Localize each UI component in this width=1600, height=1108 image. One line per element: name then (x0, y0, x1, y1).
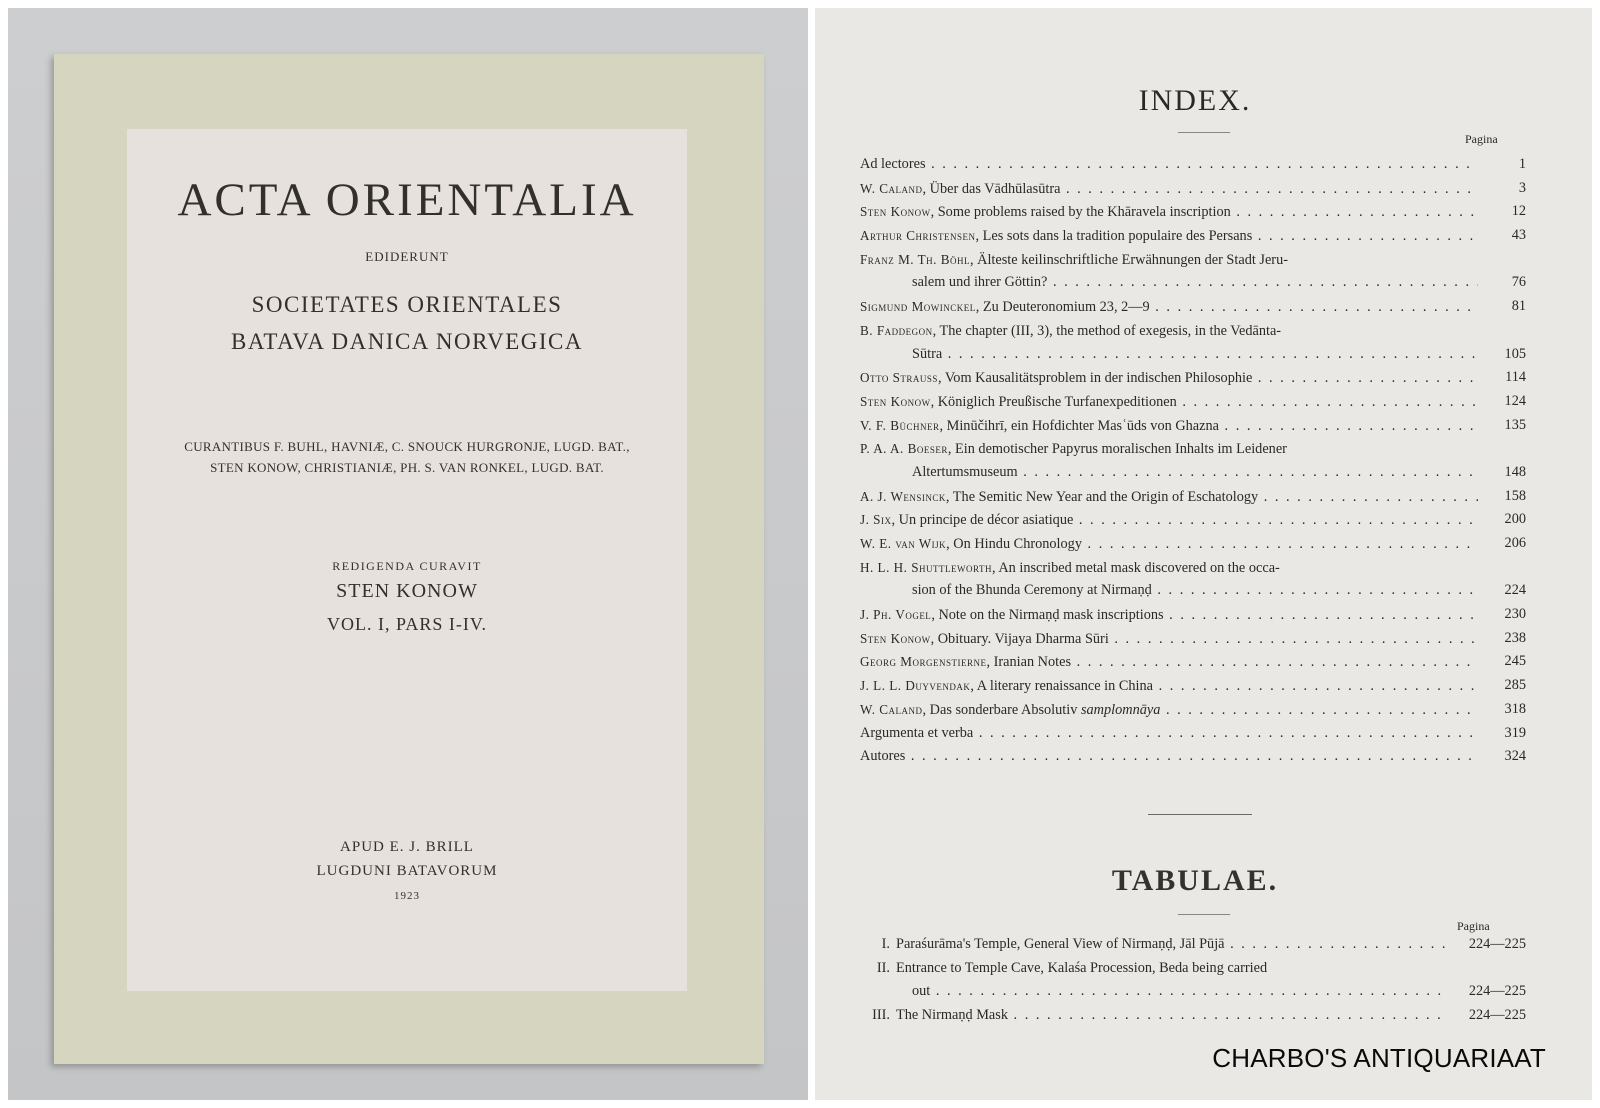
index-entry-author: P. A. A. Boeser (860, 441, 948, 457)
index-entry-text: , Un principe de décor asiatique (891, 512, 1074, 529)
index-entry-title-cont: salem und ihrer Göttin? . . . (912, 271, 1478, 295)
index-entry-page: 12 (1511, 203, 1526, 220)
index-entry (860, 224, 1526, 248)
index-entry-title (860, 366, 1478, 390)
index-entry-author: W. Caland (860, 180, 923, 196)
index-entry-text: , The Semitic New Year and the Origin of Eschatology (945, 488, 1259, 505)
index-entry-title (860, 556, 1478, 580)
index-entry-author: Sten Konow (860, 204, 931, 220)
index-entry-title (860, 224, 1478, 248)
index-entry-author: J. L. L. Duyvendak (860, 678, 971, 694)
index-entry-page: 148 (1504, 463, 1526, 480)
index-entry-page: 1 (1518, 156, 1526, 172)
plates-list (860, 933, 1526, 1028)
cover-curantibus-line2: STEN KONOW, CHRISTIANIÆ, PH. S. VAN RONKEL, LUGD. BAT. (210, 460, 604, 475)
index-entry-page: 158 (1504, 487, 1526, 504)
index-entry-text: , Les sots dans la tradition populaire des Persans (975, 228, 1253, 245)
index-entry-title (860, 200, 1478, 224)
tabulae-heading: TABULAE. (1111, 864, 1279, 897)
cover-societies-line1: SOCIETATES ORIENTALES (251, 292, 563, 317)
index-entry (860, 508, 1526, 532)
cover-ediderunt: EDIDERUNT (365, 249, 449, 264)
cover-photo (8, 8, 808, 1100)
index-entry-continuation (860, 343, 1526, 367)
index-entry-page: 238 (1504, 629, 1526, 646)
cover-societies-line2: BATAVA DANICA NORVEGICA (230, 329, 583, 354)
index-entry-title (860, 414, 1478, 438)
index-entry-title (860, 295, 1478, 319)
index-entry-title (860, 437, 1478, 461)
plate-entry (860, 1004, 1526, 1028)
tabulae-pagina-label: Pagina (1457, 919, 1490, 933)
index-entry-author: Otto Strauss (860, 370, 938, 386)
index-entry-page: 81 (1511, 298, 1526, 315)
index-entry (860, 627, 1526, 651)
index-entry (860, 485, 1526, 509)
index-entry (860, 295, 1526, 319)
index-entry (860, 437, 1526, 461)
index-entry-author: J. Six (860, 512, 892, 528)
plate-title: The Nirmaṇḍ Mask . . . (896, 1004, 1446, 1028)
index-entry-page: 76 (1511, 274, 1526, 291)
index-entry-author: W. Caland (860, 701, 923, 717)
index-pagina-label: Pagina (1465, 132, 1498, 146)
index-entry-title (860, 248, 1478, 272)
cover-publisher-line1: APUD E. J. BRILL (340, 839, 474, 855)
index-entry (860, 532, 1526, 556)
index-entry-author: H. L. H. Shuttleworth (860, 559, 992, 575)
index-entry-title (860, 177, 1478, 201)
index-entry-text: , Minūčihrī, ein Hofdichter Masʿūds von Ghazna (939, 417, 1219, 434)
cover-year: 1923 (394, 890, 420, 902)
index-entry-text: , A literary renaissance in China (970, 678, 1154, 695)
index-entry-title (860, 698, 1478, 722)
cover-title: ACTA ORIENTALIA (177, 174, 637, 226)
index-entry (860, 722, 1526, 746)
index-entry-page: 3 (1518, 179, 1526, 196)
index-entry-text: , On Hindu Chronology (946, 536, 1082, 552)
index-entry-text: , The chapter (III, 3), the method of exegesis, in the Vedānta- (932, 322, 1282, 339)
watermark: CHARBO'S ANTIQUARIAAT (1212, 1043, 1546, 1073)
index-entry-title (860, 722, 1478, 746)
index-entry (860, 603, 1526, 627)
index-entry-author: V. F. Büchner (860, 417, 940, 433)
journal-cover (54, 54, 764, 1064)
index-entry-page: 43 (1511, 227, 1526, 244)
index-entry-text: , Vom Kausalitätsproblem in der indischen Philosophie (937, 370, 1253, 387)
index-entry (860, 650, 1526, 674)
index-entry-title (860, 650, 1478, 674)
index-list (860, 153, 1526, 769)
plate-page: 224—225 (1468, 1007, 1526, 1024)
index-entry (860, 674, 1526, 698)
index-entry-page: 324 (1504, 748, 1526, 765)
index-entry-author: Georg Morgenstierne (860, 654, 987, 670)
plate-number: III. (872, 1007, 890, 1024)
index-entry (860, 200, 1526, 224)
index-entry-page: 319 (1504, 724, 1526, 741)
index-entry (860, 556, 1526, 580)
index-entry-text: Argumenta et verba (860, 724, 974, 741)
index-entry-page: 206 (1504, 535, 1526, 551)
plate-number: I. (881, 936, 890, 952)
plate-entry (860, 957, 1526, 981)
cover-curantibus-line1: CURANTIBUS F. BUHL, HAVNIÆ, C. SNOUCK HURGRONJE, LUGD. BAT., (184, 439, 630, 454)
index-entry-page: 245 (1504, 653, 1526, 670)
index-entry-title (860, 674, 1478, 698)
index-heading: INDEX. (1138, 84, 1252, 117)
index-entry-page: 224 (1504, 582, 1526, 599)
index-entry-text: , Über das Vādhūlasūtra (922, 180, 1061, 197)
index-entry-author: Arthur Christensen (860, 228, 976, 244)
plate-number: II. (876, 959, 890, 976)
index-entry (860, 745, 1526, 769)
index-entry-text: , Das sonderbare Absolutiv (922, 701, 1081, 718)
index-entry-author: B. Faddegon (860, 322, 933, 338)
index-entry-text: , Königlich Preußische Turfanexpeditionen (930, 393, 1177, 410)
index-entry-title (860, 319, 1478, 343)
index-entry-italic: samplomnāya (1080, 701, 1161, 718)
index-entry-page: 114 (1505, 369, 1526, 386)
section-divider (1148, 814, 1252, 815)
index-entry-title (860, 485, 1478, 509)
index-entry-title (860, 390, 1478, 414)
index-entry (860, 698, 1526, 722)
index-entry-title (860, 745, 1478, 769)
index-entry-continuation (860, 271, 1526, 295)
index-entry (860, 319, 1526, 343)
index-entry-text: Ad lectores (860, 156, 926, 172)
index-entry-author: Sten Konow (860, 393, 931, 409)
index-entry-title-cont: sion of the Bhunda Ceremony at Nirmaṇḍ . . . (912, 579, 1478, 603)
index-entry (860, 177, 1526, 201)
index-entry-text: , Obituary. Vijaya Dharma Sūri (930, 630, 1109, 647)
index-entry-text: , Älteste keilinschriftliche Erwähnungen der Stadt Jeru- (969, 251, 1288, 268)
tabulae-heading-rule (1178, 914, 1230, 915)
index-entry-author: W. E. van Wijk (860, 536, 947, 551)
index-entry-continuation (860, 579, 1526, 603)
index-entry-page: 285 (1504, 677, 1526, 694)
index-entry-text: , An inscribed metal mask discovered on the occa- (991, 559, 1280, 576)
index-entry-text: , Note on the Nirmaṇḍ mask inscriptions (931, 607, 1164, 624)
index-entry-author: J. Ph. Vogel (860, 607, 932, 623)
index-entry-page: 200 (1504, 511, 1526, 528)
index-entry-author: Sten Konow (860, 630, 931, 646)
index-entry-title (860, 627, 1478, 651)
index-entry-text: , Iranian Notes (986, 654, 1072, 671)
plate-entry-continuation (860, 980, 1526, 1004)
index-entry-page: 105 (1504, 345, 1526, 362)
cover-editor: STEN KONOW (336, 580, 478, 602)
index-entry-title (860, 508, 1478, 532)
cover-volume: VOL. I, PARS I-IV. (326, 614, 488, 634)
index-entry-page: 124 (1504, 392, 1526, 409)
index-entry-page: 230 (1504, 606, 1526, 623)
plate-title: Paraśurāma's Temple, General View of Nirmaṇḍ, Jāl Pūjā . . . (896, 933, 1446, 957)
plate-title-cont: out . . . (912, 980, 1446, 1004)
index-entry-title (860, 532, 1478, 556)
index-entry (860, 390, 1526, 414)
index-entry-text: , Zu Deuteronomium 23, 2—9 (975, 299, 1150, 316)
index-entry (860, 366, 1526, 390)
index-entry-author: A. J. Wensinck (860, 488, 946, 504)
index-entry-title-cont: Altertumsmuseum . . . (912, 461, 1478, 485)
plate-entry (860, 933, 1526, 957)
index-entry (860, 414, 1526, 438)
index-entry-text: , Ein demotischer Papyrus moralischen Inhalts im Leidener (947, 441, 1287, 458)
index-entry-page: 318 (1504, 700, 1526, 717)
index-entry-continuation (860, 461, 1526, 485)
index-entry-text: Autores (860, 748, 906, 765)
index-entry-author: Franz M. Th. Böhl (860, 251, 970, 267)
plate-page: 224—225 (1468, 936, 1526, 952)
plate-title: Entrance to Temple Cave, Kalaśa Procession, Beda being carried (896, 959, 1268, 976)
cover-label (127, 129, 687, 991)
index-page-photo (815, 8, 1592, 1100)
index-entry-title-cont: Sūtra . . . (912, 343, 1478, 367)
index-entry-page: 135 (1504, 416, 1526, 433)
index-heading-rule (1178, 132, 1230, 133)
index-entry (860, 153, 1526, 177)
index-entry-title (860, 603, 1478, 627)
index-entry-author: Sigmund Mowinckel (860, 299, 976, 315)
index-entry (860, 248, 1526, 272)
index-entry-title (860, 153, 1478, 177)
cover-publisher-line2: LUGDUNI BATAVORUM (316, 863, 498, 879)
cover-redigenda: REDIGENDA CURAVIT (332, 559, 482, 573)
plate-page: 224—225 (1468, 983, 1526, 1000)
index-entry-text: , Some problems raised by the Khāravela inscription (930, 204, 1231, 221)
